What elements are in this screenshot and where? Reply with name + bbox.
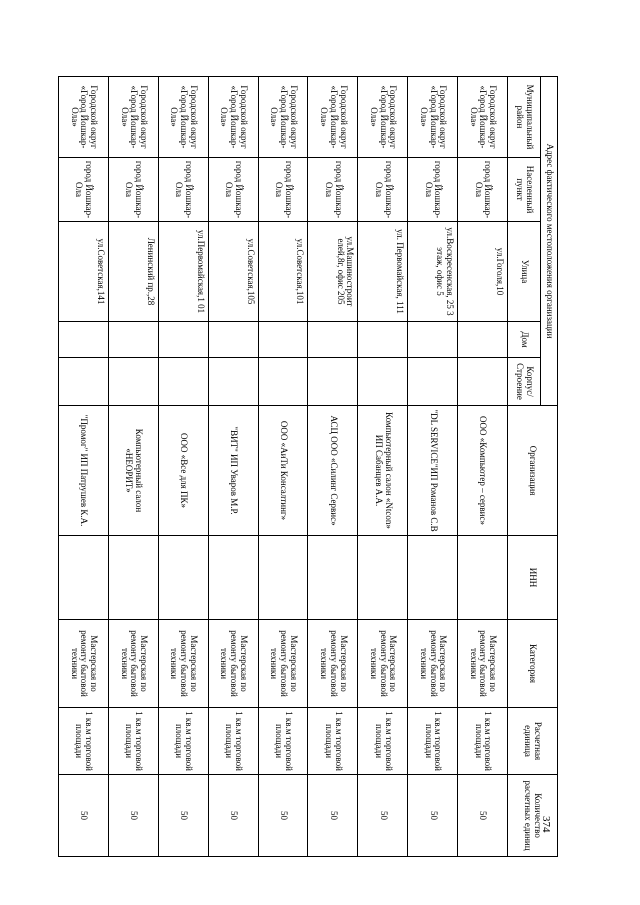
cell-district: Городской округ «Город Йошкар-Ола»: [358, 77, 408, 158]
cell-street: ул.Воскресенская, 25 3 этаж, офис 5: [408, 222, 458, 322]
cell-settlement: город Йошкар-Ола: [358, 158, 408, 222]
cell-organization: Компьютерный салон «НЕОРИТ»: [109, 406, 159, 536]
cell-unit: 1 кв.м торговой площади: [458, 708, 508, 775]
cell-building: [408, 358, 458, 406]
cell-district: Городской округ «Город Йошкар-Ола»: [109, 77, 159, 158]
cell-count: 50: [458, 775, 508, 857]
cell-organization: "DL SERVICE"ИП Романов С.В: [408, 406, 458, 536]
cell-unit: 1 кв.м торговой площади: [158, 708, 208, 775]
cell-district: Городской округ «Город Йошкар-Ола»: [408, 77, 458, 158]
cell-street: ул.Советская,101: [258, 222, 308, 322]
cell-settlement: город Йошкар-Ола: [208, 158, 258, 222]
cell-house: [109, 322, 159, 358]
cell-count: 50: [59, 775, 109, 857]
cell-building: [258, 358, 308, 406]
cell-building: [358, 358, 408, 406]
table-row: [59, 77, 109, 857]
organization-header: Организация: [508, 406, 558, 536]
cell-count: 50: [109, 775, 159, 857]
cell-district: Городской округ «Город Йошкар-Ола»: [258, 77, 308, 158]
cell-category: Мастерская по ремонту бытовой техники: [109, 620, 159, 708]
cell-inn: [158, 536, 208, 620]
address-group-header: Адрес фактического местоположения организации: [541, 77, 558, 406]
cell-inn: [458, 536, 508, 620]
cell-street: ул.Советская,105: [208, 222, 258, 322]
cell-count: 50: [358, 775, 408, 857]
cell-organization: ООО «Все для ПК»: [158, 406, 208, 536]
cell-organization: АСЦ ООО «Силинг Сервис»: [308, 406, 358, 536]
cell-unit: 1 кв.м торговой площади: [408, 708, 458, 775]
table-row: [208, 77, 258, 857]
cell-house: [208, 322, 258, 358]
district-header: Муниципальный район: [508, 77, 541, 158]
cell-category: Мастерская по ремонту бытовой техники: [458, 620, 508, 708]
table-row: [458, 77, 508, 857]
cell-category: Мастерская по ремонту бытовой техники: [258, 620, 308, 708]
cell-unit: 1 кв.м торговой площади: [59, 708, 109, 775]
cell-inn: [258, 536, 308, 620]
cell-street: ул.Машиностроит елей,8г, офис 205: [308, 222, 358, 322]
table-row: [158, 77, 208, 857]
cell-organization: "ВИТ" ИП Уваров М.Р.: [208, 406, 258, 536]
cell-count: 50: [308, 775, 358, 857]
inn-header: ИНН: [508, 536, 558, 620]
cell-settlement: город Йошкар-Ола: [458, 158, 508, 222]
cell-inn: [408, 536, 458, 620]
cell-unit: 1 кв.м торговой площади: [258, 708, 308, 775]
cell-inn: [358, 536, 408, 620]
cell-category: Мастерская по ремонту бытовой техники: [358, 620, 408, 708]
cell-count: 50: [408, 775, 458, 857]
cell-house: [308, 322, 358, 358]
cell-unit: 1 кв.м торговой площади: [358, 708, 408, 775]
cell-house: [59, 322, 109, 358]
cell-count: 50: [258, 775, 308, 857]
cell-settlement: город Йошкар-Ола: [408, 158, 458, 222]
settlement-header: Населенный пункт: [508, 158, 541, 222]
cell-street: ул.Гоголя,10: [458, 222, 508, 322]
table-row: [358, 77, 408, 857]
cell-street: Ленинский пр.,28: [109, 222, 159, 322]
cell-count: 50: [208, 775, 258, 857]
rotated-table-container: [58, 76, 558, 856]
table-row: [308, 77, 358, 857]
cell-house: [258, 322, 308, 358]
cell-street: ул. Первомайская, 111: [358, 222, 408, 322]
cell-settlement: город Йошкар-Ола: [59, 158, 109, 222]
cell-district: Городской округ «Город Йошкар-Ола»: [158, 77, 208, 158]
cell-category: Мастерская по ремонту бытовой техники: [308, 620, 358, 708]
cell-unit: 1 кв.м торговой площади: [109, 708, 159, 775]
cell-inn: [109, 536, 159, 620]
cell-settlement: город Йошкар-Ола: [308, 158, 358, 222]
cell-house: [458, 322, 508, 358]
cell-unit: 1 кв.м торговой площади: [208, 708, 258, 775]
cell-category: Мастерская по ремонту бытовой техники: [208, 620, 258, 708]
cell-building: [308, 358, 358, 406]
table-body: [59, 77, 508, 857]
cell-building: [208, 358, 258, 406]
cell-inn: [59, 536, 109, 620]
table-row: [408, 77, 458, 857]
cell-district: Городской округ «Город Йошкар-Ола»: [208, 77, 258, 158]
cell-settlement: город Йошкар-Ола: [258, 158, 308, 222]
cell-house: [408, 322, 458, 358]
table-row: [109, 77, 159, 857]
category-header: Категория: [508, 620, 558, 708]
cell-unit: 1 кв.м торговой площади: [308, 708, 358, 775]
cell-category: Мастерская по ремонту бытовой техники: [408, 620, 458, 708]
cell-building: [109, 358, 159, 406]
cell-building: [458, 358, 508, 406]
cell-street: ул.Советская,141: [59, 222, 109, 322]
building-header: Корпус/ Строение: [508, 358, 541, 406]
cell-district: Городской округ «Город Йошкар-Ола»: [308, 77, 358, 158]
house-header: Дом: [508, 322, 541, 358]
street-header: Улица: [508, 222, 541, 322]
cell-district: Городской округ «Город Йошкар-Ола»: [458, 77, 508, 158]
cell-category: Мастерская по ремонту бытовой техники: [59, 620, 109, 708]
cell-organization: "Промог" ИП Патрушев К.А.: [59, 406, 109, 536]
organizations-table: [58, 76, 558, 857]
header-row-top: [541, 77, 558, 857]
cell-count: 50: [158, 775, 208, 857]
cell-organization: ООО «АиТи Консалтинг»: [258, 406, 308, 536]
cell-building: [158, 358, 208, 406]
count-header: Количество расчетных единиц: [508, 775, 558, 857]
cell-district: Городской округ «Город Йошкар-Ола»: [59, 77, 109, 158]
cell-building: [59, 358, 109, 406]
cell-house: [158, 322, 208, 358]
cell-house: [358, 322, 408, 358]
table-row: [258, 77, 308, 857]
cell-organization: ООО «Компьютер – сервис»: [458, 406, 508, 536]
cell-inn: [208, 536, 258, 620]
cell-organization: Компьютерный салон «Ntcon» ИП Сабанцев А.А.: [358, 406, 408, 536]
unit-header: Расчетная единица: [508, 708, 558, 775]
cell-settlement: город Йошкар-Ола: [109, 158, 159, 222]
page-number: 374: [540, 816, 552, 833]
cell-category: Мастерская по ремонту бытовой техники: [158, 620, 208, 708]
cell-settlement: город Йошкар-Ола: [158, 158, 208, 222]
cell-street: ул.Первомайская,1 01: [158, 222, 208, 322]
cell-inn: [308, 536, 358, 620]
